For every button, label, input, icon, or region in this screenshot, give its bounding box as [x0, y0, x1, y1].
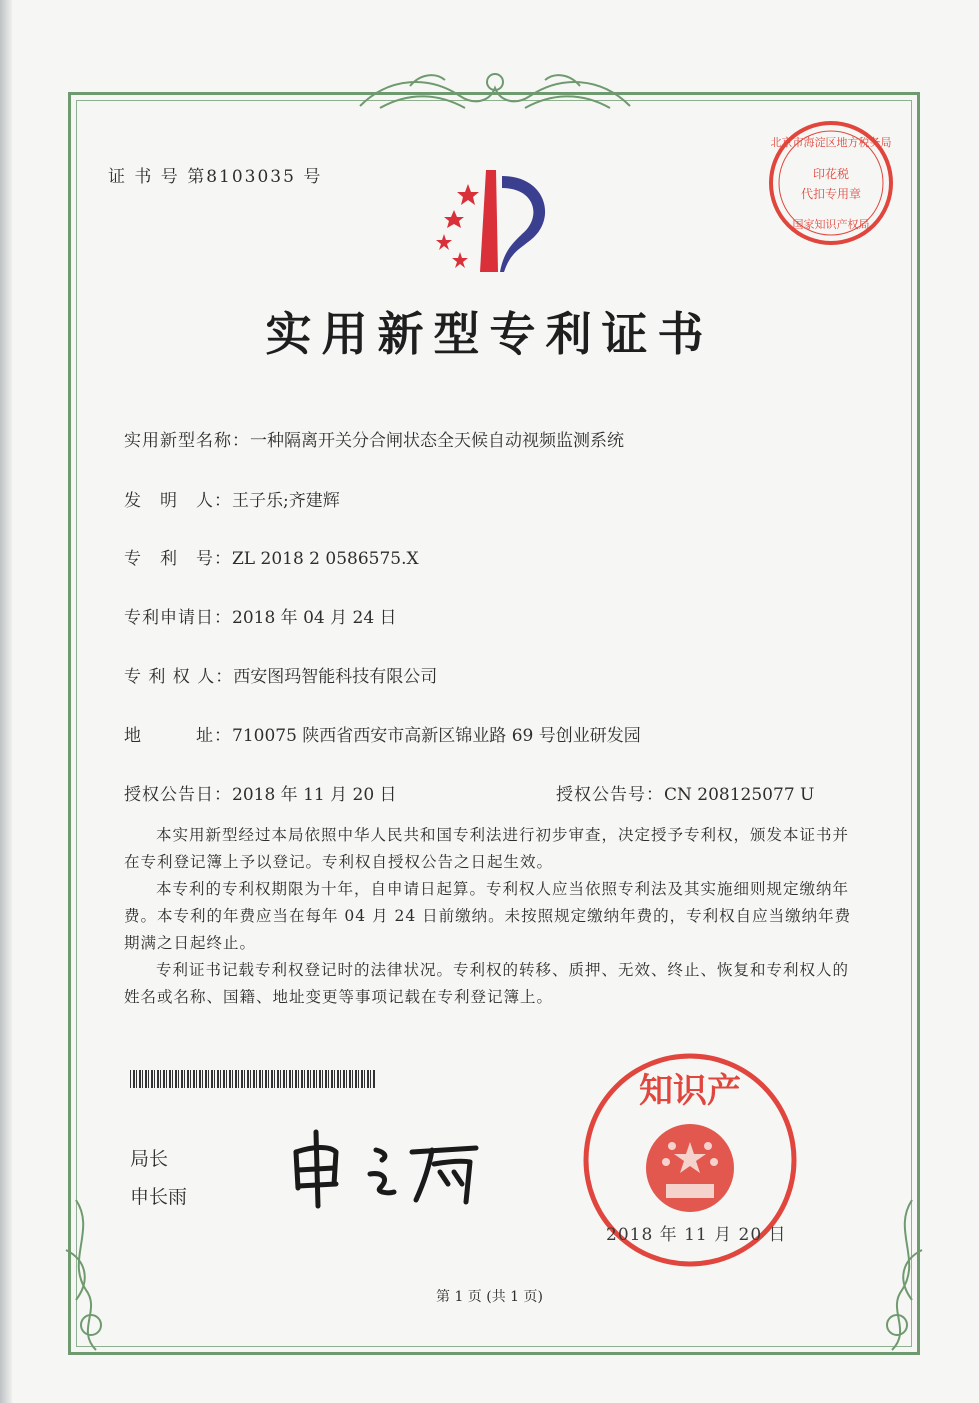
top-ornament: [350, 66, 640, 118]
address-row: [124, 721, 641, 746]
utility-model-name-label: 实用新型名称：: [124, 431, 250, 451]
address-value: 710075 陕西省西安市高新区锦业路 69 号创业研发园: [232, 726, 641, 746]
page-number: 第 1 页 (共 1 页): [436, 1289, 543, 1305]
grant-date-label: 授权公告日：: [124, 785, 232, 805]
patent-number-row: [124, 544, 419, 569]
certificate-title: 实用新型专利证书: [265, 307, 714, 361]
patentee-label: 专 利 权 人：: [124, 667, 234, 687]
patent-number-label: 专 利 号：: [124, 549, 232, 569]
patentee-row: [124, 662, 437, 687]
director-name: 申长雨: [130, 1186, 188, 1208]
svg-text:代扣专用章: 代扣专用章: [800, 187, 862, 201]
grant-number-value: CN 208125077 U: [664, 785, 815, 805]
svg-text:印花税: 印花税: [812, 167, 850, 181]
utility-model-name-value: 一种隔离开关分合闸状态全天候自动视频监测系统: [250, 431, 624, 451]
inventor-value: 王子乐;齐建辉: [232, 491, 340, 511]
tax-stamp: [766, 118, 896, 248]
inventor-row: [124, 486, 340, 511]
filing-date-label: 专利申请日：: [124, 608, 232, 628]
patentee-value: 西安图玛智能科技有限公司: [233, 667, 438, 687]
bottom-left-ornament: [56, 1190, 136, 1360]
barcode: [130, 1070, 376, 1088]
grant-number-row: [556, 780, 814, 805]
filing-date-row: [124, 603, 397, 628]
filing-date-value: 2018 年 04 月 24 日: [232, 608, 397, 628]
seal-text: 知识产: [639, 1071, 741, 1111]
certificate-number: 证 书 号 第8103035 号: [108, 167, 323, 187]
inventor-label: 发 明 人：: [124, 491, 232, 511]
body-paragraph-1: 本实用新型经过本局依照中华人民共和国专利法进行初步审查，决定授予专利权，颁发本证书并在专利登记簿上予以登记。专利权自授权公告之日起生效。: [124, 826, 850, 871]
grant-date-row: [124, 780, 397, 805]
patent-number-value: ZL 2018 2 0586575.X: [232, 549, 419, 569]
grant-number-label: 授权公告号：: [556, 785, 664, 805]
director-signature: [284, 1122, 494, 1212]
address-label: 地 址：: [124, 726, 232, 746]
bottom-right-ornament: [852, 1190, 932, 1360]
certificate-body: [124, 822, 864, 1011]
utility-model-name-row: [124, 426, 624, 451]
director-title: 局长: [130, 1148, 169, 1170]
body-paragraph-3: 专利证书记载专利权登记时的法律状况。专利权的转移、质押、无效、终止、恢复和专利权人的姓名或名称、国籍、地址变更等事项记载在专利登记簿上。: [124, 961, 850, 1006]
patent-office-logo-icon: [418, 162, 568, 280]
svg-text:北京市海淀区地方税务局: 北京市海淀区地方税务局: [770, 136, 892, 149]
seal-date: 2018 年 11 月 20 日: [606, 1225, 787, 1245]
grant-date-value: 2018 年 11 月 20 日: [232, 785, 397, 805]
body-paragraph-2: 本专利的专利权期限为十年，自申请日起算。专利权人应当依照专利法及其实施细则规定缴纳年费。本专利的年费应当在每年 04 月 24 日前缴纳。未按照规定缴纳年费的，专利权自应当缴纳年费期满之日起终止。: [124, 880, 852, 952]
svg-text:国家知识产权局: 国家知识产权局: [792, 218, 870, 231]
scan-edge-shadow: [0, 0, 12, 1403]
